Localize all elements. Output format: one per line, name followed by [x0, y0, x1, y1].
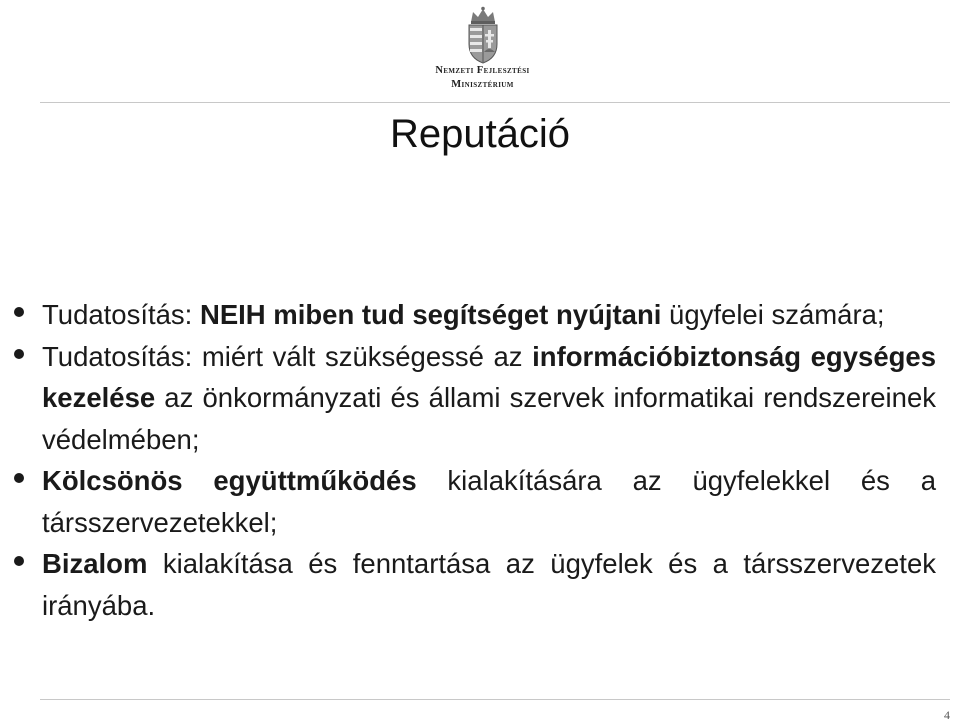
- bullet-item: [10, 294, 936, 336]
- logo-text-line2: Minisztérium: [451, 79, 514, 90]
- footer-divider: [40, 699, 950, 700]
- bullet-text: [42, 465, 936, 538]
- bullet-text-bold: Kölcsönös együttműködés: [42, 465, 417, 496]
- bullet-dot-icon: [14, 307, 24, 317]
- bullet-item: [10, 460, 936, 543]
- logo-text-line1: Nemzeti Fejlesztési: [435, 65, 530, 76]
- bullet-text: [42, 341, 936, 455]
- header-divider: [40, 102, 950, 103]
- bullet-item: [10, 336, 936, 461]
- slide-title: Reputáció: [389, 112, 571, 156]
- bullet-text-segment: az önkormányzati és állami szervek informatikai rendszereinek védelmében;: [42, 382, 936, 455]
- bullet-text-bold: NEIH miben tud segítséget nyújtani: [199, 299, 662, 330]
- bullet-text-segment: Tudatosítás: miért vált szükségessé az: [42, 340, 533, 372]
- bullet-text: [42, 548, 936, 621]
- bullet-item: [10, 543, 936, 626]
- ministry-logo: [410, 6, 555, 96]
- bullet-text-segment: kialakítására az ügyfelekkel és a társszervezetekkel;: [42, 465, 937, 538]
- page-number: 4: [944, 708, 950, 722]
- bullet-text-segment: ügyfelei számára;: [661, 299, 885, 330]
- bullet-dot-icon: [14, 473, 24, 483]
- bullet-text-bold: információbiztonság egységes kezelése: [42, 340, 937, 413]
- bullet-dot-icon: [14, 349, 24, 359]
- bullet-text: [42, 299, 885, 330]
- hungarian-coat-of-arms-icon: [461, 6, 505, 64]
- bullet-dot-icon: [14, 556, 24, 566]
- bullet-text-bold: Bizalom: [42, 548, 148, 579]
- bullet-text-segment: Tudatosítás:: [42, 299, 200, 330]
- bullet-list: [10, 294, 936, 626]
- bullet-text-segment: kialakítása és fenntartása az ügyfelek és a társszervezetek irányába.: [42, 548, 936, 621]
